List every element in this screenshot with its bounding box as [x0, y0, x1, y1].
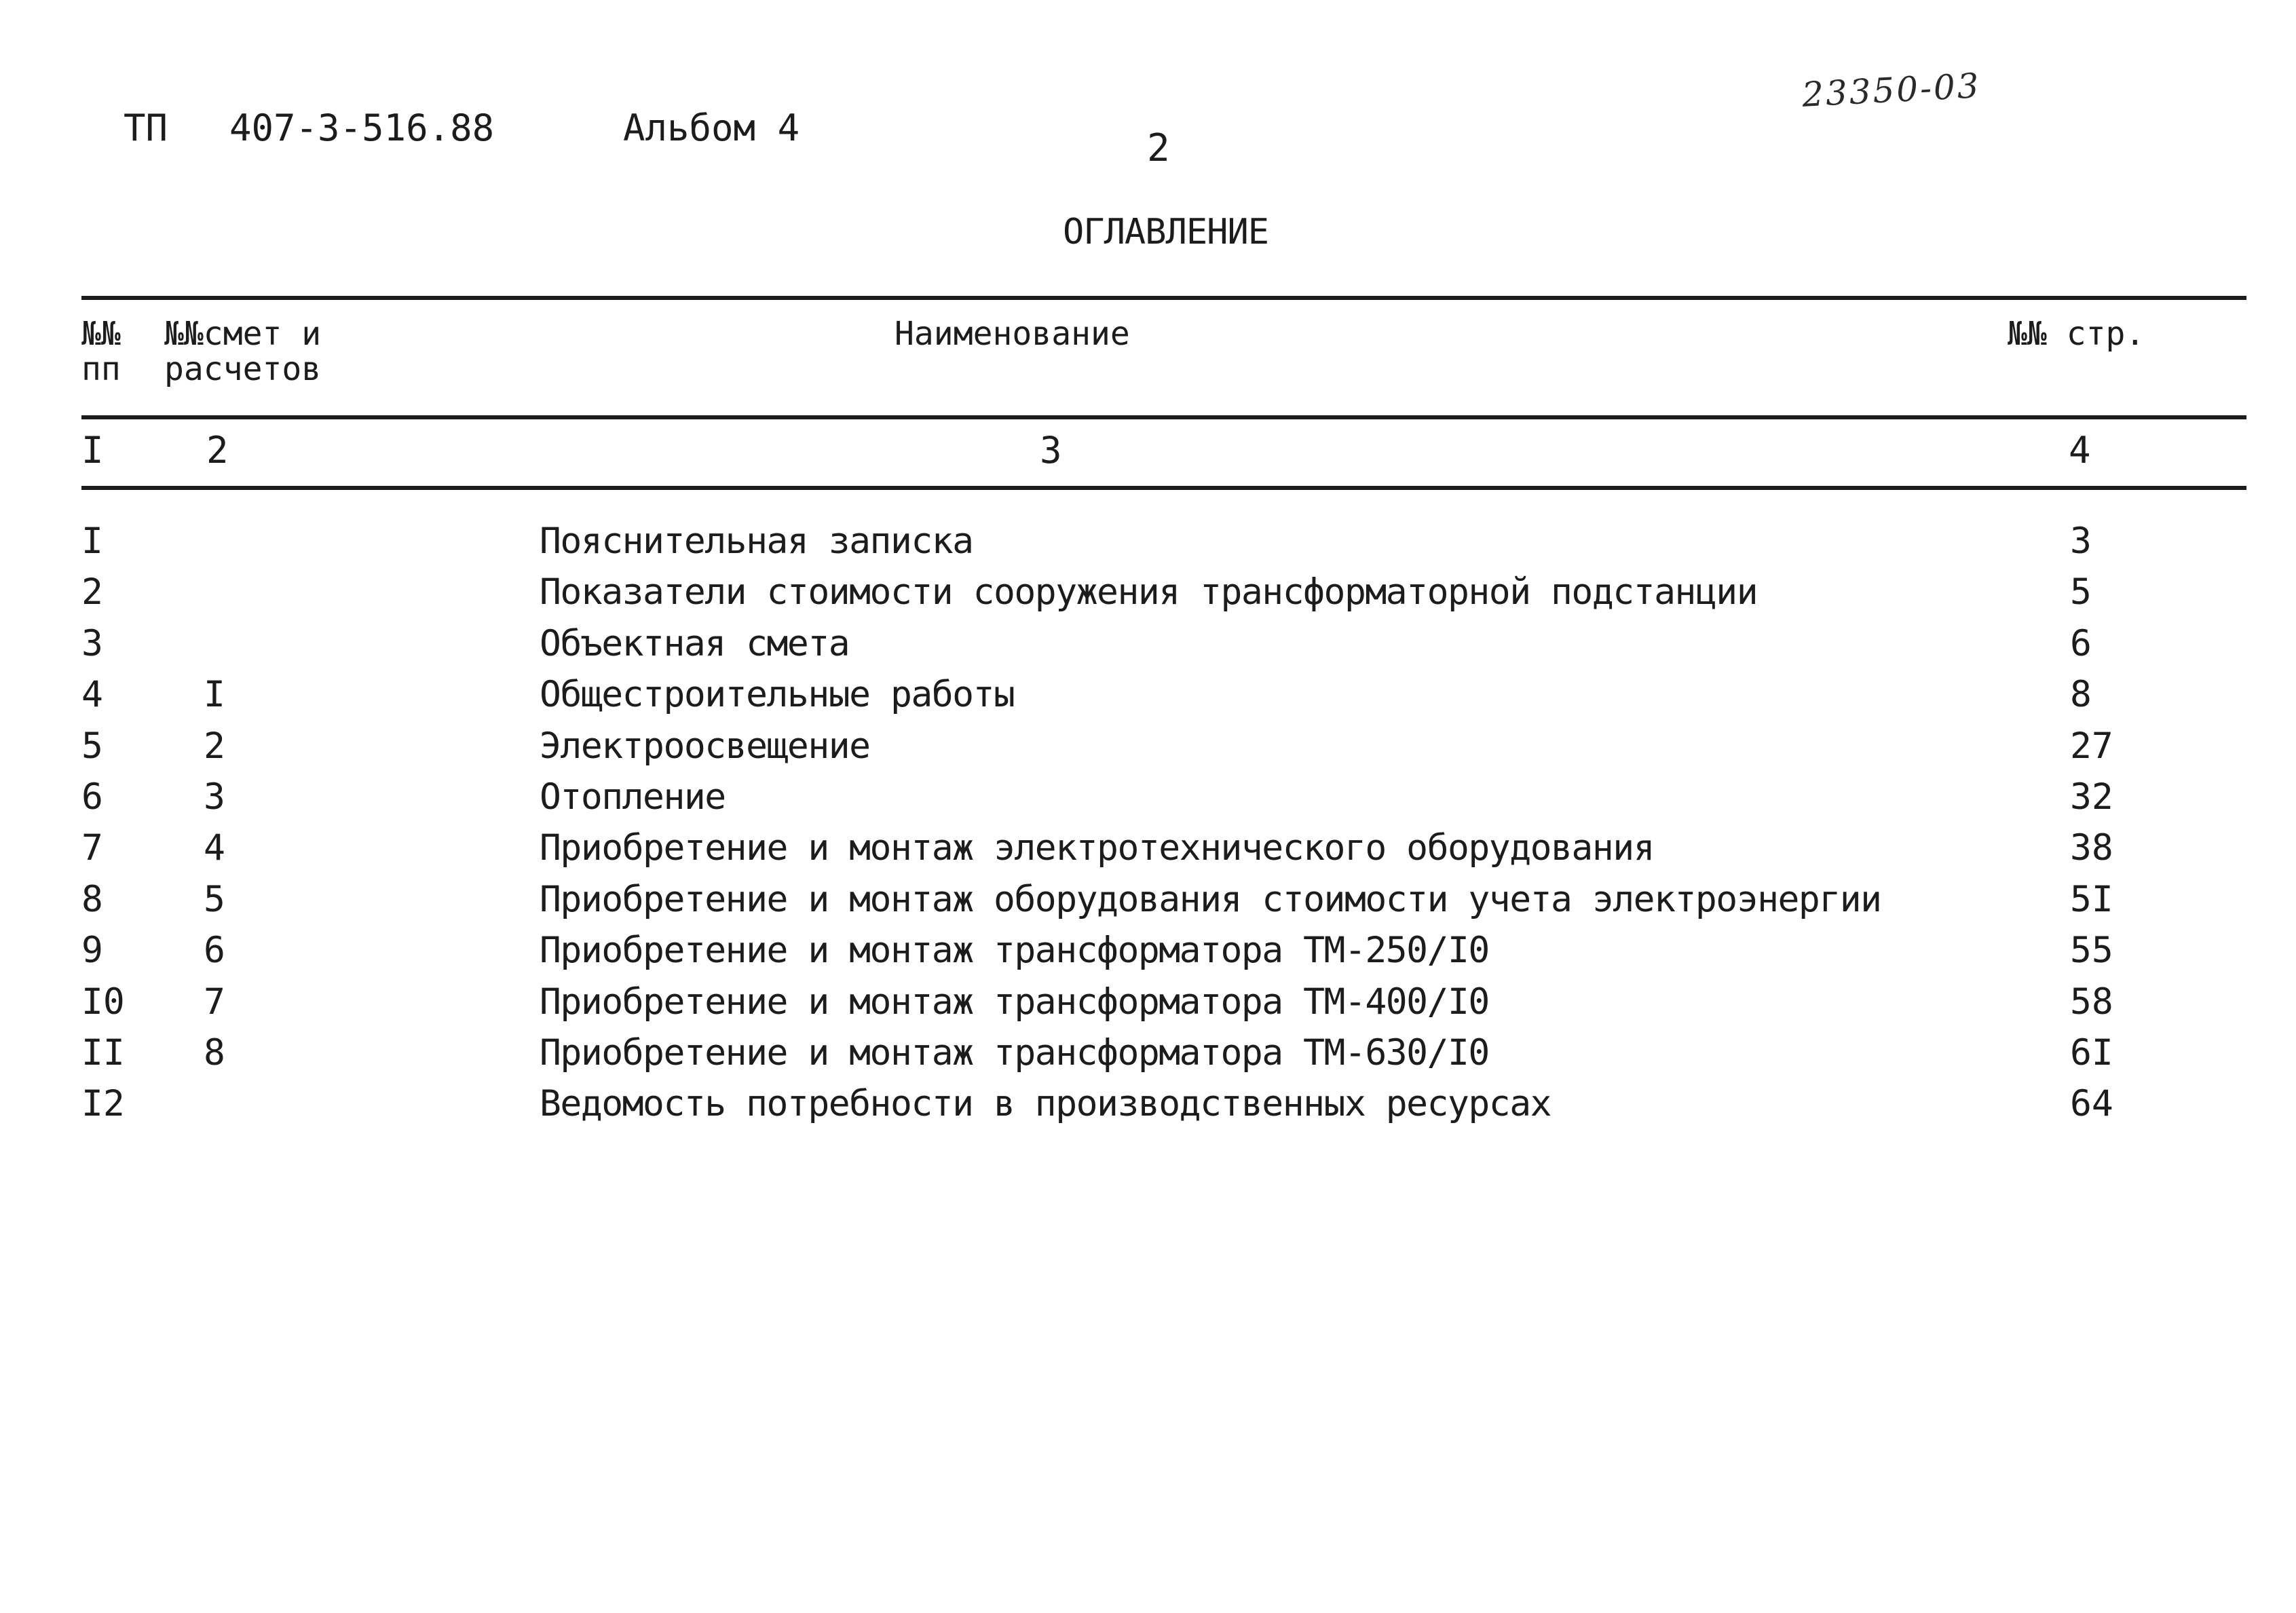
- row-estimate: 7: [204, 981, 225, 1023]
- row-page: 5: [2070, 571, 2092, 613]
- row-number: 2: [81, 571, 103, 613]
- row-name: Приобретение и монтаж оборудования стоимости учета электроэнергии: [540, 878, 1881, 920]
- table-row: [0, 721, 2296, 772]
- row-name: Пояснительная записка: [540, 520, 973, 562]
- row-estimate: 3: [204, 776, 225, 818]
- header-estimates-line2: расчетов: [164, 350, 322, 388]
- row-name: Объектная смета: [540, 622, 850, 664]
- row-name: Электроосвещение: [540, 725, 870, 767]
- table-row: [0, 976, 2296, 1027]
- row-number: II: [81, 1031, 125, 1074]
- row-name: Приобретение и монтаж трансформатора ТМ-630/I0: [540, 1031, 1489, 1074]
- row-page: 55: [2070, 930, 2113, 972]
- column-number: I: [81, 429, 104, 472]
- row-page: 5I: [2070, 878, 2113, 920]
- table-row: [0, 618, 2296, 669]
- album-label: Альбом 4: [623, 107, 800, 149]
- handwritten-number: 23350-03: [1801, 66, 1982, 115]
- document-title: ОГЛАВЛЕНИЕ: [1063, 212, 1269, 252]
- row-page: 32: [2070, 776, 2113, 818]
- table-row: [0, 516, 2296, 567]
- column-number: 4: [2069, 429, 2091, 472]
- page-number: 2: [1147, 126, 1170, 170]
- row-page: 3: [2070, 520, 2092, 562]
- table-row: [0, 822, 2296, 873]
- row-name: Приобретение и монтаж трансформатора ТМ-400/I0: [540, 981, 1489, 1023]
- row-name: Общестроительные работы: [540, 674, 1015, 716]
- header-estimates-line1: №№смет и: [164, 315, 322, 353]
- row-page: 58: [2070, 981, 2113, 1023]
- row-page: 8: [2070, 674, 2092, 716]
- row-number: 5: [81, 725, 103, 767]
- column-number: 2: [206, 429, 229, 472]
- row-estimate: I: [204, 674, 225, 716]
- row-name: Приобретение и монтаж трансформатора ТМ-250/I0: [540, 930, 1489, 972]
- row-number: 9: [81, 930, 103, 972]
- row-number: I2: [81, 1083, 125, 1125]
- column-numbers-bottom-rule: [81, 486, 2246, 490]
- row-page: 6: [2070, 622, 2092, 664]
- row-number: 3: [81, 622, 103, 664]
- header-page: №№ стр.: [2008, 315, 2145, 353]
- row-page: 6I: [2070, 1031, 2113, 1074]
- row-estimate: 4: [204, 827, 225, 869]
- header-no-line2: пп: [81, 350, 121, 388]
- row-estimate: 2: [204, 725, 225, 767]
- row-number: I0: [81, 981, 125, 1023]
- table-row: [0, 1078, 2296, 1129]
- header-bottom-rule: [81, 415, 2246, 419]
- row-name: Показатели стоимости сооружения трансформаторной подстанции: [540, 571, 1758, 613]
- table-body: [0, 516, 2296, 1130]
- table-row: [0, 772, 2296, 822]
- row-number: 7: [81, 827, 103, 869]
- series-label: ТП: [124, 107, 168, 149]
- row-number: 8: [81, 878, 103, 920]
- row-number: 4: [81, 674, 103, 716]
- table-row: [0, 1027, 2296, 1078]
- row-name: Приобретение и монтаж электротехнического оборудования: [540, 827, 1655, 869]
- row-number: 6: [81, 776, 103, 818]
- row-estimate: 6: [204, 930, 225, 972]
- row-estimate: 5: [204, 878, 225, 920]
- table-row: [0, 874, 2296, 925]
- header-name: Наименование: [895, 315, 1130, 353]
- header-no-line1: №№: [81, 315, 121, 353]
- row-name: Ведомость потребности в производственных ресурсах: [540, 1083, 1551, 1125]
- table-row: [0, 567, 2296, 618]
- table-top-rule: [81, 296, 2246, 300]
- project-code: 407-3-516.88: [229, 107, 495, 149]
- column-number: 3: [1040, 429, 1062, 472]
- row-page: 38: [2070, 827, 2113, 869]
- row-page: 27: [2070, 725, 2113, 767]
- table-row: [0, 925, 2296, 976]
- row-number: I: [81, 520, 103, 562]
- row-page: 64: [2070, 1083, 2113, 1125]
- row-name: Отопление: [540, 776, 726, 818]
- row-estimate: 8: [204, 1031, 225, 1074]
- table-row: [0, 669, 2296, 720]
